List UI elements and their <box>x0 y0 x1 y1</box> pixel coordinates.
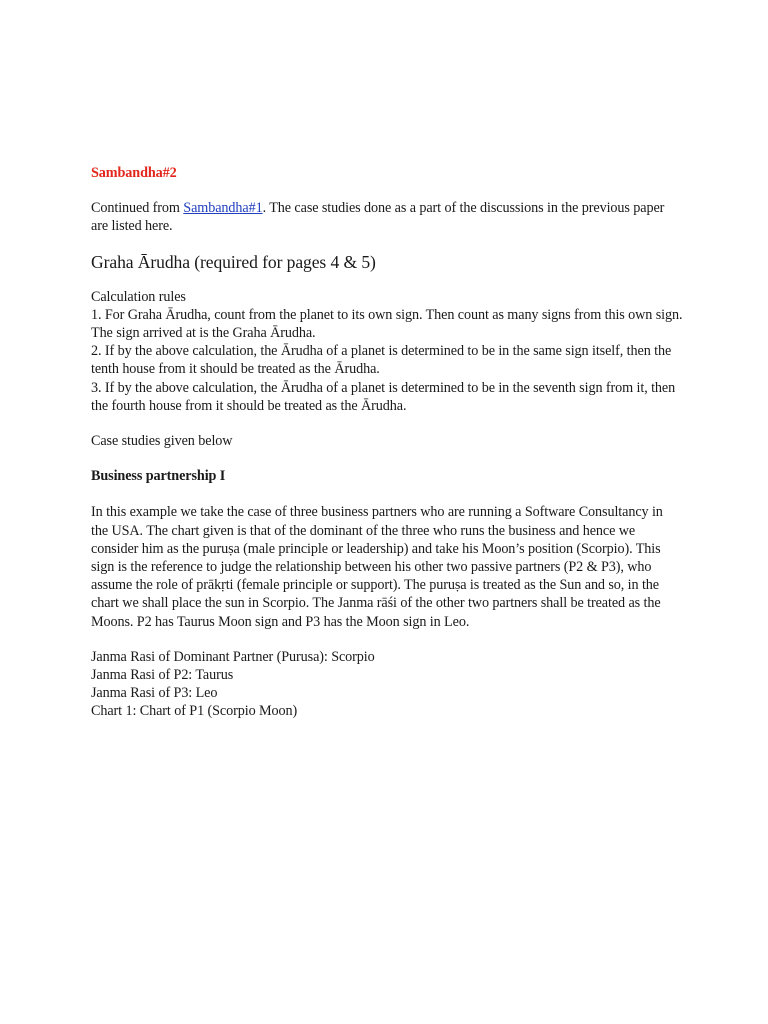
case-study-paragraph: In this example we take the case of three business partners who are running a Software Consultancy in the USA. The chart given is that of the dominant of the three who runs the business and hence we consider him as the puruṣa (male principle or leadership) and take his Moon’s position (Scorpio). This sign is the reference to judge the relationship between his other two passive partners (P2 & P3), who assume the role of prākṛti (female principle or support). The puruṣa is treated as the Sun and so, in the chart we shall place the sun in Scorpio. The Janma rāśi of the other two partners shall be treated as the Moons. P2 has Taurus Moon sign and P3 has the Moon sign in Leo. <box>91 504 663 630</box>
business-partnership-heading: Business partnership I <box>91 468 226 485</box>
detail-line: Janma Rasi of P3: Leo <box>91 685 218 702</box>
document-title: Sambandha#2 <box>91 165 177 181</box>
detail-line: Janma Rasi of Dominant Partner (Purusa): Scorpio <box>91 648 375 665</box>
intro-prefix: Continued from <box>91 200 184 217</box>
rule-item: 1. For Graha Ārudha, count from the planet to its own sign. Then count as many signs from this own sign. The sign arrived at is the Graha Ārudha. <box>91 306 683 342</box>
janma-rasi-details <box>91 648 683 721</box>
sambandha-1-link[interactable]: Sambandha#1 <box>183 200 263 217</box>
calculation-rules <box>91 288 683 415</box>
rules-heading: Calculation rules <box>91 288 186 305</box>
intro-paragraph <box>91 199 683 235</box>
rule-item: 2. If by the above calculation, the Ārudha of a planet is determined to be in the same sign itself, then the tenth house from it should be treated as the Ārudha. <box>91 343 672 378</box>
section-heading: Graha Ārudha (required for pages 4 & 5) <box>91 251 376 272</box>
rule-item: 3. If by the above calculation, the Ārudha of a planet is determined to be in the seventh sign from it, then the fourth house from it should be treated as the Ārudha. <box>91 379 676 414</box>
document-page <box>91 164 683 721</box>
chart-caption: Chart 1: Chart of P1 (Scorpio Moon) <box>91 703 298 720</box>
detail-line: Janma Rasi of P2: Taurus <box>91 667 234 684</box>
case-studies-intro: Case studies given below <box>91 433 233 450</box>
intro-suffix: . The case studies done as a part of the discussions in the previous paper are listed here. <box>91 200 665 235</box>
